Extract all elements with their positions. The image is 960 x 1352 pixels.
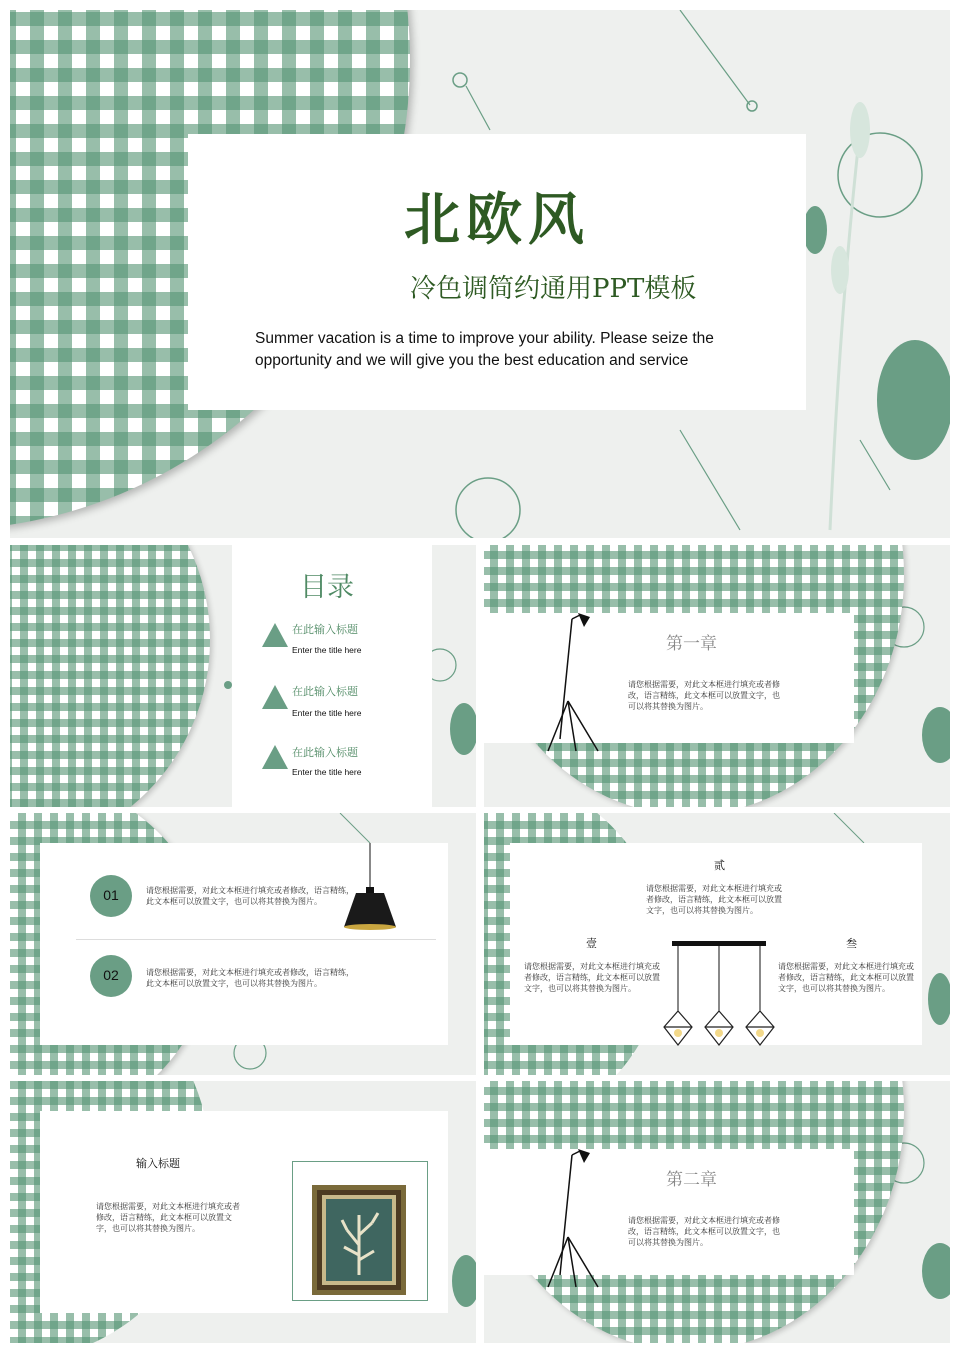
points-slide[interactable] xyxy=(10,813,476,1075)
triangle-icon xyxy=(262,745,288,769)
chapter2-body: 请您根据需要，对此文本框进行填充或者修改，语言精练，此文本框可以放置文字，也可以将其替换为图片。 xyxy=(628,1216,780,1247)
chandelier-icon xyxy=(654,941,784,1047)
floor-lamp-icon xyxy=(542,609,602,755)
triangle-icon xyxy=(262,623,288,647)
divider xyxy=(76,939,436,940)
chapter1-card xyxy=(484,613,854,743)
cover-title: 北欧风 xyxy=(404,188,590,253)
point-text-er: 请您根据需要，对此文本框进行填充或者修改，语言精练，此文本框可以放置文字，也可以将其替换为图片。 xyxy=(646,884,782,915)
point-text-yi: 请您根据需要，对此文本框进行填充或者修改，语言精练，此文本框可以放置文字，也可以将其替换为图片。 xyxy=(524,962,660,993)
point-text: 请您根据需要，对此文本框进行填充或者修改，语言精练，此文本框可以放置文字，也可以将其替换为图片。 xyxy=(146,886,354,906)
pendant-lamp-icon xyxy=(340,843,400,933)
chapter2-card xyxy=(484,1149,854,1275)
triangle-icon xyxy=(262,685,288,709)
cover-slide[interactable] xyxy=(10,10,950,538)
point-text-san: 请您根据需要，对此文本框进行填充或者修改，语言精练，此文本框可以放置文字，也可以将其替换为图片。 xyxy=(778,962,914,993)
toc-item-subtitle: Enter the title here xyxy=(292,645,362,655)
toc-item-subtitle: Enter the title here xyxy=(292,767,362,777)
picture-body: 请您根据需要，对此文本框进行填充或者修改，语言精练，此文本框可以放置文字，也可以将其替换为图片。 xyxy=(96,1202,240,1233)
chapter1-slide[interactable] xyxy=(484,545,950,807)
picture-slide[interactable] xyxy=(10,1081,476,1343)
point-label-er: 贰 xyxy=(714,859,725,872)
toc-slide[interactable] xyxy=(10,545,476,807)
toc-item-title[interactable]: 在此输入标题 xyxy=(292,685,358,698)
framed-botanical-image xyxy=(312,1185,406,1295)
picture-heading: 输入标题 xyxy=(136,1157,180,1170)
chapter2-slide[interactable] xyxy=(484,1081,950,1343)
chapter1-body: 请您根据需要，对此文本框进行填充或者修改，语言精练，此文本框可以放置文字，也可以将其替换为图片。 xyxy=(628,680,780,711)
point-label-san: 叁 xyxy=(846,937,857,950)
floor-lamp-icon xyxy=(542,1145,602,1291)
point-text: 请您根据需要，对此文本框进行填充或者修改，语言精练，此文本框可以放置文字，也可以将其替换为图片。 xyxy=(146,968,354,988)
number-badge-label: 01 xyxy=(103,887,119,903)
toc-item-title[interactable]: 在此输入标题 xyxy=(292,746,358,759)
chapter1-heading: 第一章 xyxy=(666,634,717,654)
point-label-yi: 壹 xyxy=(586,937,597,950)
toc-card xyxy=(232,545,432,807)
toc-title: 目录 xyxy=(300,572,354,603)
picture-card xyxy=(40,1111,448,1313)
toc-item-title[interactable]: 在此输入标题 xyxy=(292,623,358,636)
cover-subtitle: 冷色调简约通用PPT模板 xyxy=(410,274,697,304)
toc-item-subtitle: Enter the title here xyxy=(292,708,362,718)
number-badge-label: 02 xyxy=(103,967,119,983)
cover-description-line1: Summer vacation is a time to improve your ability. Please seize the xyxy=(255,330,714,347)
chapter2-heading: 第二章 xyxy=(666,1170,717,1190)
three-points-slide[interactable] xyxy=(484,813,950,1075)
cover-description-line2: opportunity and we will give you the best education and service xyxy=(255,352,689,369)
cover-card xyxy=(188,134,806,410)
